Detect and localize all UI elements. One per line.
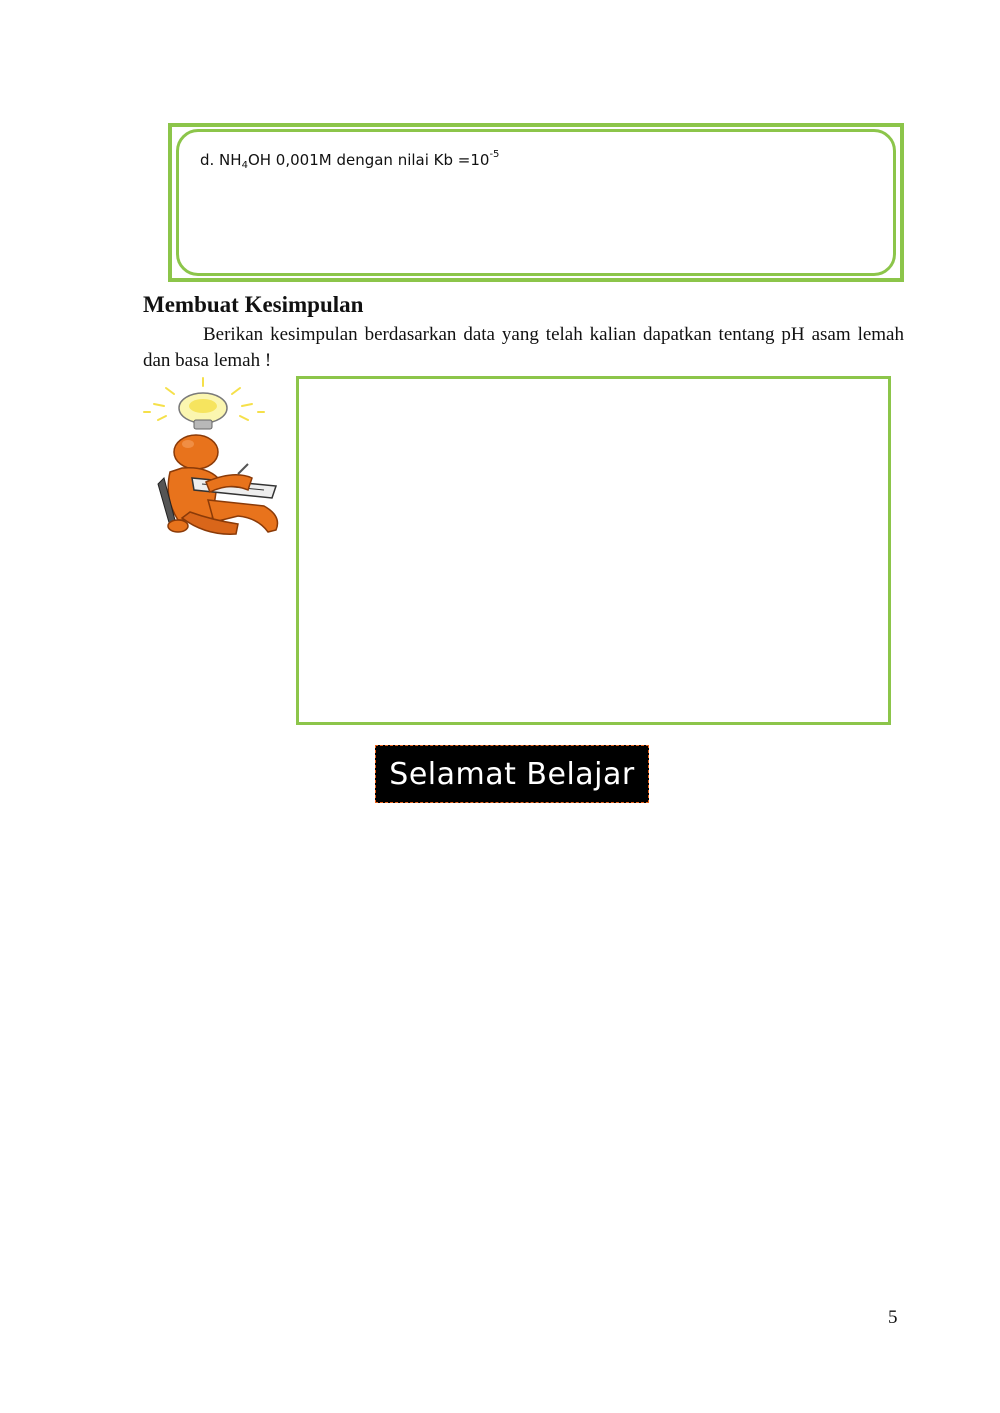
question-text xyxy=(200,149,499,171)
conclusion-answer-box[interactable] xyxy=(296,376,891,725)
selamat-belajar-banner: Selamat Belajar xyxy=(375,745,649,803)
question-box xyxy=(168,123,904,282)
question-middle: OH 0,001M dengan nilai Kb =10 xyxy=(247,151,490,169)
thinking-person-lightbulb-icon xyxy=(136,374,286,542)
section-heading: Membuat Kesimpulan xyxy=(143,292,364,317)
question-prefix: d. NH xyxy=(200,151,242,169)
question-subscript: 4 xyxy=(241,160,248,171)
page-number: 5 xyxy=(888,1307,898,1328)
instruction-text: Berikan kesimpulan berdasarkan data yang telah kalian dapatkan tentang pH asam lemah dan basa lemah ! xyxy=(143,324,904,371)
question-superscript: -5 xyxy=(489,149,500,160)
